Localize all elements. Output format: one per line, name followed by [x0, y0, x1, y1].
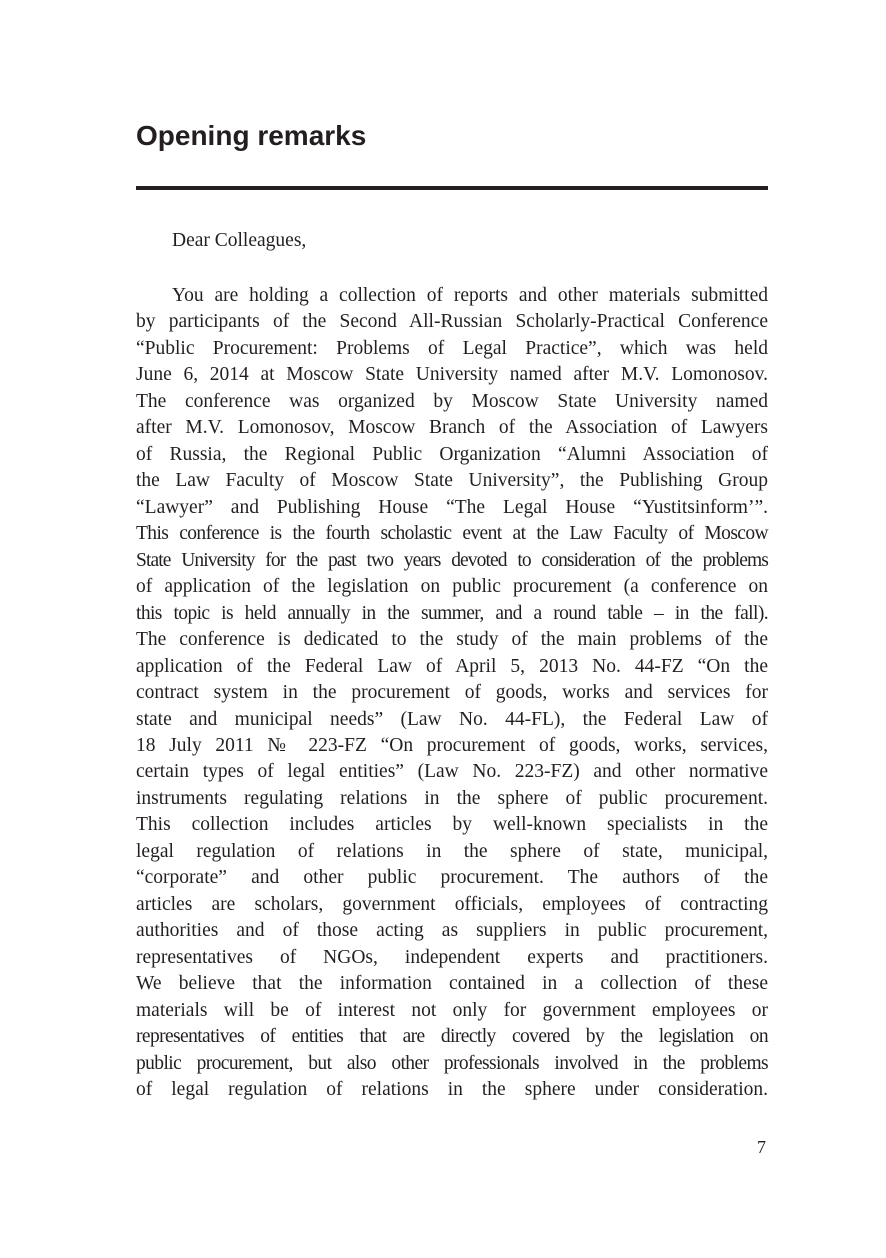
text-line: materials will be of interest not only for government employees or	[136, 999, 768, 1021]
text-line: “corporate” and other public procurement. The authors of the	[136, 867, 768, 889]
text-line: 18 July 2011 № 223-FZ “On procurement of goods, works, services,	[136, 734, 768, 756]
text-line: State University for the past two years devoted to consideration of the problems	[136, 549, 768, 571]
page-number: 7	[757, 1137, 766, 1157]
text-line: articles are scholars, government officials, employees of contracting	[136, 893, 768, 915]
text-line: The conference was organized by Moscow State University named	[136, 390, 768, 412]
text-line: after M.V. Lomonosov, Moscow Branch of the Association of Lawyers	[136, 417, 768, 439]
greeting: Dear Colleagues,	[172, 230, 307, 251]
title-divider	[136, 186, 768, 190]
text-line: state and municipal needs” (Law No. 44-FL), the Federal Law of	[136, 708, 768, 730]
text-line: “Public Procurement: Problems of Legal Practice”, which was held	[136, 337, 768, 359]
text-line: We believe that the information contained in a collection of these	[136, 973, 768, 995]
text-line: of Russia, the Regional Public Organization “Alumni Association of	[136, 443, 768, 465]
body-paragraph	[136, 283, 768, 1104]
text-line: This collection includes articles by well-known specialists in the	[136, 814, 768, 836]
text-line: authorities and of those acting as suppliers in public procurement,	[136, 920, 768, 942]
text-line: The conference is dedicated to the study of the main problems of the	[136, 629, 768, 651]
text-line: of legal regulation of relations in the sphere under consideration.	[136, 1079, 768, 1101]
text-line: legal regulation of relations in the sphere of state, municipal,	[136, 840, 768, 862]
text-line: certain types of legal entities” (Law No. 223-FZ) and other normative	[136, 761, 768, 783]
text-line: of application of the legislation on public procurement (a conference on	[136, 576, 768, 598]
text-line: “Lawyer” and Publishing House “The Legal House “Yustitsinform’”.	[136, 496, 768, 518]
text-line: application of the Federal Law of April 5, 2013 No. 44-FZ “On the	[136, 655, 768, 677]
text-line: contract system in the procurement of goods, works and services for	[136, 682, 768, 704]
text-line: You are holding a collection of reports and other materials submitted	[172, 285, 768, 306]
text-line: by participants of the Second All-Russian Scholarly-Practical Conference	[136, 311, 768, 333]
text-line: This conference is the fourth scholastic event at the Law Faculty of Moscow	[136, 523, 768, 545]
text-line: the Law Faculty of Moscow State University”, the Publishing Group	[136, 470, 768, 492]
text-line: public procurement, but also other professionals involved in the problems	[136, 1052, 768, 1074]
text-line: representatives of entities that are directly covered by the legislation on	[136, 1026, 768, 1048]
text-line: instruments regulating relations in the sphere of public procurement.	[136, 787, 768, 809]
text-line: this topic is held annually in the summer, and a round table – in the fall).	[136, 602, 768, 624]
text-line: representatives of NGOs, independent experts and practitioners.	[136, 946, 768, 968]
text-line: June 6, 2014 at Moscow State University named after M.V. Lomonosov.	[136, 364, 768, 386]
page-title: Opening remarks	[136, 120, 367, 151]
